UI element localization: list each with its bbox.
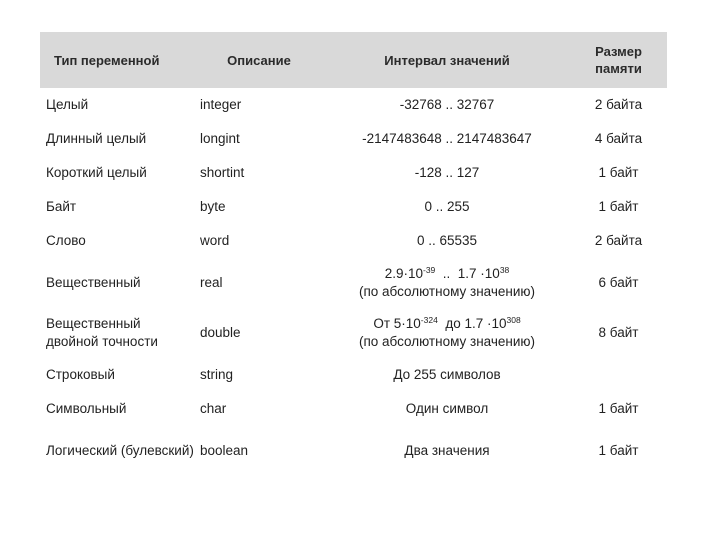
type-cell: Логический (булевский) xyxy=(46,443,194,458)
range-start: 2.9·10 xyxy=(384,266,423,281)
size-cell xyxy=(570,358,667,392)
header-range: Интервал значений xyxy=(324,32,570,88)
type-cell: Вещественный xyxy=(46,275,141,290)
data-types-table xyxy=(40,32,667,476)
range-cell: -32768 .. 32767 xyxy=(399,97,495,112)
header-description: Описание xyxy=(194,32,324,88)
range-expression xyxy=(324,315,570,333)
type-cell: Строковый xyxy=(46,367,115,382)
type-cell: Длинный целый xyxy=(46,131,147,146)
table-header-row xyxy=(40,32,667,88)
range-separator: до 1.7 ·10 xyxy=(437,316,507,331)
range-cell xyxy=(324,258,570,308)
description-cell: real xyxy=(200,275,223,290)
size-cell: 8 байт xyxy=(598,325,639,340)
range-cell xyxy=(324,308,570,358)
range-note: (по абсолютному значению) xyxy=(358,284,536,299)
range-cell: Один символ xyxy=(405,401,489,416)
description-cell: longint xyxy=(200,131,240,146)
table-row xyxy=(40,156,667,190)
range-separator: .. 1.7 ·10 xyxy=(435,266,500,281)
description-cell: string xyxy=(200,367,234,382)
description-cell: byte xyxy=(200,199,226,214)
range-note: (по абсолютному значению) xyxy=(358,334,536,349)
description-cell: integer xyxy=(200,97,242,112)
table-row xyxy=(40,358,667,392)
description-cell: char xyxy=(200,401,227,416)
size-cell: 2 байта xyxy=(594,233,643,248)
table-row xyxy=(40,190,667,224)
range-cell: -128 .. 127 xyxy=(414,165,480,180)
type-cell: Короткий целый xyxy=(46,165,147,180)
size-cell: 1 байт xyxy=(598,401,639,416)
table-row xyxy=(40,122,667,156)
range-cell: -2147483648 .. 2147483647 xyxy=(362,131,532,146)
table-row xyxy=(40,224,667,258)
type-cell: Вещественный двойной точности xyxy=(46,316,158,349)
size-cell: 1 байт xyxy=(598,165,639,180)
range-cell: До 255 символов xyxy=(393,367,501,382)
header-memory-size: Размер памяти xyxy=(570,32,667,88)
range-expression xyxy=(324,265,570,283)
range-cell: 0 .. 255 xyxy=(424,199,470,214)
range-start-exponent: -39 xyxy=(422,265,436,275)
type-cell: Целый xyxy=(46,97,89,112)
description-cell: shortint xyxy=(200,165,245,180)
range-cell: 0 .. 65535 xyxy=(416,233,478,248)
size-cell: 1 байт xyxy=(598,199,639,214)
header-type: Тип переменной xyxy=(40,32,194,88)
size-cell: 6 байт xyxy=(598,275,639,290)
size-cell: 1 байт xyxy=(598,443,639,458)
description-cell: double xyxy=(200,325,241,340)
type-cell: Слово xyxy=(46,233,86,248)
description-cell: word xyxy=(200,233,230,248)
range-end-exponent: 308 xyxy=(506,315,521,325)
description-cell: boolean xyxy=(200,443,249,458)
range-end-exponent: 38 xyxy=(499,265,510,275)
range-cell: Два значения xyxy=(404,443,490,458)
type-cell: Байт xyxy=(46,199,77,214)
size-cell: 2 байта xyxy=(594,97,643,112)
range-start: От 5·10 xyxy=(373,316,421,331)
table-row xyxy=(40,392,667,426)
table-row xyxy=(40,426,667,476)
table-row xyxy=(40,258,667,308)
size-cell: 4 байта xyxy=(594,131,643,146)
table-row xyxy=(40,308,667,358)
table-row xyxy=(40,88,667,122)
range-start-exponent: -324 xyxy=(420,315,438,325)
type-cell: Символьный xyxy=(46,401,127,416)
